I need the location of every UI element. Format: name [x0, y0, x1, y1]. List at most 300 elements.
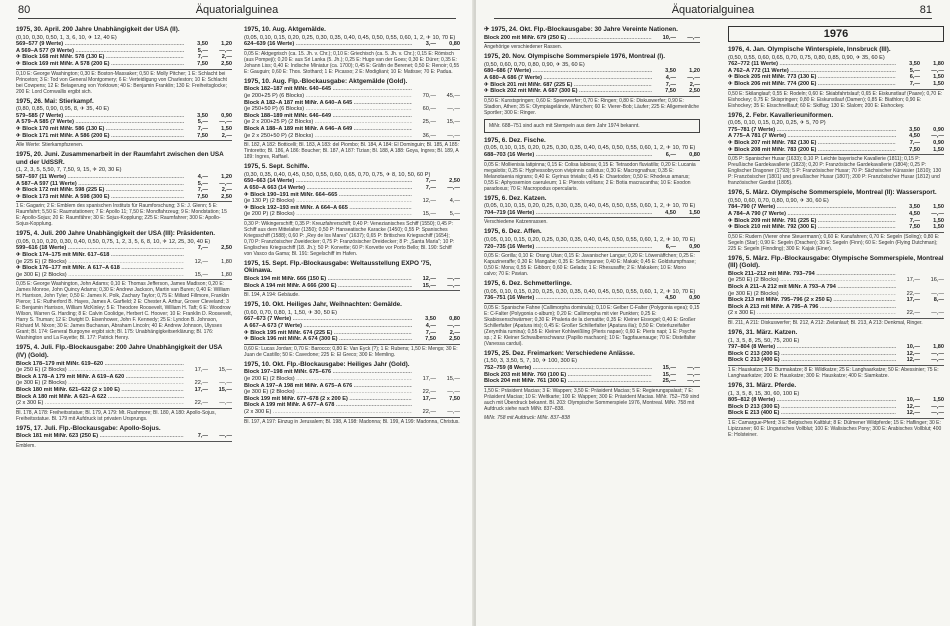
price-mint: 7,— [425, 178, 436, 185]
catalog-entry [244, 163, 460, 257]
price-mint: 15,— [194, 271, 208, 278]
denomination-list: (0,80, 0,85, 0,90, 0,95, 8, ✈ 35, 40 E) [16, 106, 110, 113]
price-mint: 6,— [909, 74, 920, 81]
left-page-header [18, 4, 456, 19]
catalog-entry [16, 230, 232, 341]
price-used: 1,50 [933, 397, 944, 404]
catalog-entry [484, 350, 700, 412]
price-row [244, 323, 460, 330]
divider-line [484, 303, 700, 304]
price-row [728, 140, 944, 147]
price-used: 2,50 [449, 336, 460, 343]
price-used: —,— [931, 403, 944, 410]
price-mint: 5,— [197, 47, 208, 54]
left-page-header-title: Äquatorialguinea [195, 4, 279, 16]
denomination-list: (1,50, 3, 3,50, 5, 7, 10, ✈ 100, 300 E) [484, 358, 578, 365]
price-used: —,— [931, 310, 944, 317]
issue-label: Block E 213 (400 E) ..... [728, 410, 896, 417]
issue-label: Block 194 mit MiNr. 666 (150 E) ..... [244, 276, 412, 283]
issue-label: Block 182–187 mit MiNr. 640–645 ..... [244, 86, 412, 93]
stamp-notes: Angehörige verschiedener Rassen. [484, 44, 563, 51]
issue-label: ✈ Block 170 mit MiNr. 586 (130 E) ..... [16, 126, 184, 133]
issue-label: Block A 194 mit MiNr. A 666 (200 E) ..... [244, 283, 412, 290]
catalog-entry [484, 280, 700, 347]
divider-line [244, 290, 460, 291]
price-mint: 6,— [665, 151, 676, 158]
denomination-list: (1, 2, 3, 5, 5,50, 7, 7,50, 9, 15, ✈ 20, 30 E) [16, 167, 122, 174]
issue-label: A 680–A 686 (7 Werte) ..... [484, 75, 652, 82]
price-row [16, 387, 232, 394]
price-mint: 4,— [425, 323, 436, 330]
price-used: 0,90 [689, 295, 700, 302]
denomination-list: (0,05, 0,10, 0,15, 0,20, 0,25, 0,30, 0,35, 0,40, 0,45, 0,50, 0,55, 0,60, 1, 2, ✈ 10, 70 E) [244, 34, 456, 41]
divider-line [728, 318, 944, 319]
price-mint: 7,— [665, 81, 676, 88]
price-row [728, 397, 944, 404]
price-used: 1,50 [933, 204, 944, 211]
price-used: —,— [687, 371, 700, 378]
issue-label: A 667–A 673 (7 Werte) ..... [244, 323, 412, 330]
price-mint: 17,— [422, 395, 436, 402]
entry-title: 1975, 17. Juli. Flp.-Blockausgabe: Apollo-Sojus. [16, 424, 161, 432]
price-used: 15,— [446, 119, 460, 126]
price-row [484, 372, 700, 379]
price-row [244, 126, 460, 133]
price-mint: 15,— [422, 282, 436, 289]
stamp-notes: Bl. 178, A 178: Freiheitsstatue; Bl. 179, A 179: Mt. Rushmore; Bl. 180, A 180: Apollo-Sojus, Freiheitsstatue. Bl. 179 mit Aufdruck ist privaten Ursprungs. [16, 409, 216, 422]
divider-line [484, 251, 700, 252]
issue-label: Block 213 mit MiNr. 795–796 (2 x 250 E) ..... [728, 297, 896, 304]
price-row [244, 316, 460, 323]
price-mint: 6,— [665, 243, 676, 250]
price-row [728, 127, 944, 134]
price-mint: 7,— [425, 184, 436, 191]
price-used: —,— [687, 365, 700, 372]
price-row [16, 361, 232, 368]
catalog-entry [16, 151, 232, 227]
price-used: 1,50 [933, 80, 944, 87]
price-used: 4,— [449, 198, 460, 205]
issue-label: Block A 211–A 212 mit MiNr. A 793–A 794 ..... [728, 284, 896, 291]
price-used: 0,90 [221, 112, 232, 119]
issue-label: (je 300 E) (2 Blocks) ..... [16, 380, 184, 387]
issue-label: ✈ Block 190–191 mit MiNr. 664–665 ..... [244, 192, 412, 199]
price-row [728, 304, 944, 311]
price-mint: 36,— [422, 132, 436, 139]
price-row [244, 369, 460, 376]
price-row [728, 310, 944, 317]
catalog-entry [484, 53, 700, 116]
stamp-notes: 0,05 E: Aktgegrisch (ca. 15. Jh. v. Chr.); 0,10 E: Griechisch (ca. 5. Jh. v. Chr.); 0,15 E: Römisch (aus Pompeji); 0,20 E: aus Sri Lanka (5. Jh.); 0,25 E: Hugo van der Goes; 0,30 E: Dürer; 0,35 E: Johann Liss; 0,40 E: Indische Miniatur (ca. 1700); 0,45 E: Gräfin de Berenet; 0,50 E: Renoir; 0,55 E: Gauguin; 0,60 E: Thos. Stothard; 1 E: Picasso; 2 E: Modigliani; 10 E: Matisse; 70 E: Padua. [244, 50, 460, 75]
price-row [728, 404, 944, 411]
price-mint: 7,50 [197, 132, 208, 139]
price-mint: 17,— [194, 367, 208, 374]
price-row [16, 433, 232, 440]
catalog-entry [244, 301, 460, 358]
price-used: 2,— [221, 54, 232, 61]
issue-label: (je 300 E) (2 Blocks) ..... [728, 291, 896, 298]
issue-label: Block 211–212 mit MiNr. 793–794 ..... [728, 271, 896, 278]
issue-label: Block 203 mit MiNr. 760 (100 E) ..... [484, 372, 652, 379]
price-mint: 12,— [422, 276, 436, 283]
price-row [244, 389, 460, 396]
price-row [728, 81, 944, 88]
price-mint: 7,— [197, 245, 208, 252]
entry-title: 1976, 5. März. Olympische Sommerspiele, Montreal (II): Wassersport. [728, 189, 937, 197]
price-row [728, 297, 944, 304]
divider-line [244, 49, 460, 50]
issue-label: (je 200 P) (2 Blocks) ..... [244, 211, 412, 218]
divider-line [244, 417, 460, 418]
price-used: 1,50 [933, 146, 944, 153]
divider-line [16, 441, 232, 442]
price-mint: 17,— [422, 376, 436, 382]
issue-label: 650–663 (14 Werte) ..... [244, 178, 412, 185]
price-row [244, 106, 460, 113]
price-row [484, 365, 700, 372]
issue-label: 720–735 (16 Werte) ..... [484, 244, 652, 251]
price-row [244, 93, 460, 100]
stamp-notes: 0,05 E: George Washington, John Adams; 0,10 E: Thomas Jefferson, James Madison; 0,20 E: James Monroe, John Quincy Adams; 0,30 E: Andrew Jackson, Martin van Buren; 0,40 E: William H. Harrison, John Tyler; 0,50 E: James K. Polk, Zachary Taylor; 0,75 E: Millard Fillmore, Franklin Pierce; 1 E: Rutherford B. Hayes, James A. Garfield; 2 E: Chester A. Arthur, Grover Cleveland; 3 E: Benjamin Harrison, William McKinley; 5 E: Theodore Roosevelt, William H. Taft; 6 E: Woodrow Wilson, Warren G. Harding; 8 E: Calvin Coolidge, Herbert C. Hoover; 10 E: Franklin D. Roosevelt, Harry S. Truman; 12 E: Dwight D. Eisenhower, John F. Kennedy; 25 E: Lyndon B. Johnson, Richard M. Nixon; 30 E: James Buchanan, Abraham Lincoln; 40 E: Andrew Johnson, Ulysses Grant; Bl. 174: General Burgoyne ergibt sich; Bl. 175: Unabhängigkeitserklärung; Bl. 176: Washington und La Fayette; Bl. 177: Patrick Henry. [16, 281, 232, 342]
entry-title: 1975, 6. Dez. Schmetterlinge. [484, 280, 572, 288]
issue-label: 624–639 (16 Werte) ..... [244, 41, 412, 48]
issue-label: 688–703 (16 Werte) ..... [484, 152, 652, 159]
price-mint: 4,50 [665, 295, 676, 302]
issue-label: 805–812 (8 Werte) ..... [728, 397, 896, 404]
issue-label: 680–686 (7 Werte) ..... [484, 68, 652, 75]
price-used: —,— [447, 408, 460, 415]
catalog-entry [484, 137, 700, 192]
entry-title: 1976, 31. März. Katzen. [728, 329, 798, 337]
price-used: 1,20 [221, 173, 232, 180]
divider-line [16, 201, 232, 202]
price-row [16, 265, 232, 272]
issue-label: Block 181 mit MiNr. 623 (250 E) ..... [16, 433, 184, 440]
price-mint: 10,— [906, 397, 920, 404]
price-used: 1,80 [933, 61, 944, 68]
denomination-list: (0,05, 0,10, 0,15, 0,20, 0,25, ✈ 5, 70 P) [728, 120, 826, 127]
price-row [728, 291, 944, 298]
price-used: —,— [687, 378, 700, 385]
issue-label: A 650–A 663 (14 Werte) ..... [244, 185, 412, 192]
stamp-notes: Bl. 194, A 194: Gebäude. [244, 292, 300, 299]
price-used: 2,— [221, 187, 232, 194]
entry-title: 1975, 4. Juli. 200 Jahre Unabhängigkeit der USA (III): Präsidenten. [16, 230, 216, 238]
issue-label: Block C 213 (400 E) ..... [728, 357, 896, 364]
entry-title: 1976, 31. März. Pferde. [728, 382, 797, 389]
price-used: —,— [447, 276, 460, 283]
issue-label: ✈ Block 205 mit MiNr. 773 (130 E) ..... [728, 74, 896, 81]
price-row [244, 100, 460, 107]
price-used: 0,90 [933, 139, 944, 146]
price-mint: 7,— [197, 54, 208, 61]
price-row [16, 126, 232, 133]
price-row [728, 61, 944, 68]
price-row [728, 211, 944, 218]
price-used: —,— [219, 47, 232, 54]
price-row [16, 259, 232, 266]
price-mint: 7,— [197, 433, 208, 440]
price-row [728, 133, 944, 140]
price-row [728, 224, 944, 231]
issue-label: ✈ Block 174–175 mit MiNr. 617–618 ..... [16, 252, 184, 259]
issue-label: ✈ Block 176–177 mit MiNr. A 617–A 618 ..... [16, 265, 184, 272]
price-used: 45,— [446, 92, 460, 99]
price-row [16, 181, 232, 188]
price-mint: 3,50 [909, 204, 920, 211]
issue-label: Block A 197–A 198 mit MiNr. A 675–A 676 ..... [244, 383, 412, 390]
stamp-notes: 0,10 E: George Washington; 0,30 E: Boston-Massaker; 0,50 E: Molly Pitcher; 1 E: Schlacht bei Princeton; 3 E: Tod von General Montgomery; 6 E: Verteidigung von Charleston; 10 E: Schlacht bei Cowpens; 12 E: Belagerung von Yorktown; 40 E: Benjamin Franklin; 130 E: Freiheitsglocke; 200 E: Lord Cornwallis ergibt sich. [16, 70, 227, 95]
price-mint: 12,— [194, 258, 208, 265]
catalog-entry [244, 361, 460, 425]
issue-label: (je 2 x 200+25 P) (2 Blocks) ..... [244, 119, 412, 126]
price-row [244, 178, 460, 185]
issue-label: Block 178–179 mit MiNr. 619–620 ..... [16, 361, 184, 368]
price-row [244, 205, 460, 212]
catalog-entry [16, 98, 232, 149]
price-used: 7,50 [449, 395, 460, 402]
issue-label: ✈ Block 210 mit MiNr. 792 (300 E) ..... [728, 224, 896, 231]
left-page-number: 80 [18, 4, 31, 16]
issue-label: Block A 199 mit MiNr. A 677–A 678 ..... [244, 402, 412, 409]
info-box: MiNr. 688–751 sind auch mit Stempeln aus dem Jahr 1974 bekannt. [484, 119, 700, 133]
price-mint: 7,50 [909, 146, 920, 153]
price-row [16, 41, 232, 48]
price-mint: 4,— [197, 173, 208, 180]
left-column-1 [16, 26, 232, 624]
issue-label: Block A 213 mit MiNr. A 795–A 796 ..... [728, 304, 896, 311]
price-row [16, 252, 232, 259]
catalog-entry [484, 415, 700, 421]
price-row [728, 344, 944, 351]
entry-title: 1975, 6. Dez. Affen. [484, 228, 542, 236]
stamp-notes: 0,50 E: Skilanglauf; 0,55 E: Rodeln; 0,60 E: Skiabfahrtslauf; 0,65 E: Eiskunstlauf (Paare); 0,70 E: Eishockey; 0,75 E: Skispringen; 0,80 E: Eiskunstlauf (Damen); 0,85 E: Biathlon; 0,90 E: Eishockey; 35 E: Eisschnelllauf; 60 E: Skiflug; 130 E: Slalom; 200 E: Eishockey. [728, 90, 943, 109]
price-mint: 12,— [906, 410, 920, 417]
price-row [16, 133, 232, 140]
entry-title: 1975, 6. Dez. Katzen. [484, 194, 547, 202]
stamp-notes: Bl. 211, A 211: Diskuswerfer; Bl. 212, A 212: Zielanlauf; Bl. 213, A 213: Denkmal, Ringer. [728, 320, 923, 327]
price-mint: 70,— [422, 92, 436, 99]
price-used: 1,50 [689, 209, 700, 216]
issue-label: ✈ Block 195 mit MiNr. 674 (225 E) ..... [244, 330, 412, 337]
price-mint: 7,50 [665, 88, 676, 95]
price-row [16, 374, 232, 381]
catalog-entry [484, 26, 700, 50]
price-row [244, 133, 460, 140]
issue-label: A 587–A 597 (11 Werte) ..... [16, 181, 184, 188]
issue-label: Block A 182–A 187 mit MiNr. A 640–A 645 ..... [244, 100, 412, 107]
price-row [244, 192, 460, 199]
price-row [484, 68, 700, 75]
catalog-entry [244, 260, 460, 298]
issue-label: 775–781 (7 Werte) ..... [728, 127, 896, 134]
divider-line [484, 160, 700, 161]
issue-label: (je 200+25 P) (6 Blocks) ..... [244, 93, 412, 100]
catalog-entry [728, 329, 944, 379]
price-row [244, 119, 460, 126]
right-page-header-title: Äquatorialguinea [671, 4, 755, 16]
issue-label: (je 250 E) (2 Blocks) ..... [16, 367, 184, 374]
price-row [16, 380, 232, 387]
entry-title: ✈ 1975, 24. Okt. Flp.-Blockausgabe: 30 Jahre Vereinte Nationen. [484, 26, 678, 33]
catalog-entry [244, 78, 460, 160]
price-used: 5,— [449, 211, 460, 218]
price-mint: 17,— [906, 277, 920, 284]
price-mint: 22,— [422, 389, 436, 396]
price-mint: 7,50 [425, 336, 436, 343]
price-used: 0,90 [689, 243, 700, 250]
catalog-entry [484, 228, 700, 277]
price-mint: 7,50 [909, 224, 920, 231]
price-mint: 7,50 [197, 193, 208, 200]
price-row [16, 272, 232, 279]
denomination-list: (0,50, 0,60, 0,70, 0,80, 0,90, ✈ 30, 60 E) [728, 197, 829, 204]
issue-label: (je 250+50 P) (6 Blocks) ..... [244, 106, 412, 113]
price-mint: 7,— [425, 329, 436, 336]
issue-label: Block A 178–A 179 mit MiNr. A 619–A 620 ..... [16, 374, 184, 381]
price-row [244, 376, 460, 383]
divider-line [16, 140, 232, 141]
issue-label: 752–759 (8 Werte) ..... [484, 365, 652, 372]
price-row [16, 245, 232, 252]
issue-label: ✈ Block 192–193 mit MiNr. A 664–A 665 ..... [244, 205, 412, 212]
footnote: MiNr. 758 mit Aufdruck: MiNr. 837–838 [484, 414, 570, 421]
issue-label: ✈ Block 172 mit MiNr. 598 (225 E) ..... [16, 187, 184, 194]
entry-title: 1975, 10. Aug. Flp.-Blockausgabe: Aktgemälde (Gold). [244, 77, 408, 85]
divider-line [244, 344, 460, 345]
price-row [244, 402, 460, 409]
issue-label: 784–790 (7 Werte) ..... [728, 204, 896, 211]
divider-line [484, 386, 700, 387]
issue-label: (je 2 x 250+50 P) (2 Blocks) ..... [244, 133, 412, 140]
stamp-notes: 0,05 E: Spanische Fahne (Callimorpha dominula); 0,10 E: Gelber C-Falter (Polygonia egea); 0,15 E: C-Falter (Polygonia c-album); 0,20 E: Callimorpha mit vier Punkten; 0,25 E: Skabiosenschwärmer; 0,30 E: Phaleria de la clematite; 0,35 E: Kleiner Eisvogel; 0,40 E: Großer Schillerfalter (Apatura iris); 0,45 E: Großer Schillerfalter (Apatura ilia); 0,50 E: Osterluzeifalter (Zerynthia rumina); 0,55 E: Kleiner Kohlweißling (Pieris napae); 0,60 E: Pieris napi; 1 E: Psyche sp.; 2 E: Kleiner Schwalbenschwanz (Papilio machaon); 10 E: Tagpfauenauge; 70 E: Distelfalter (Vanessa cardui). [484, 304, 700, 347]
issue-label: Block 188–189 mit MiNr. 646–649 ..... [244, 113, 412, 120]
price-row [728, 277, 944, 284]
denomination-list: (0,50, 0,55, 0,60, 0,65, 0,70, 0,75, 0,80, 0,85, 0,90, ✈ 35, 60 E) [728, 54, 885, 61]
entry-title: 1975, 10. Okt. Flp.-Blockausgabe: Heiliges Jahr (Gold). [244, 360, 410, 368]
price-mint: 17,— [906, 297, 920, 304]
price-used: 0,90 [933, 126, 944, 133]
entry-title: 1975, 10. Okt. Heiliges Jahr, Weihnachten: Gemälde. [244, 301, 402, 309]
issue-label: ✈ Block 196 mit MiNr. A 674 (300 E) ..... [244, 336, 412, 343]
issue-label: Block 199 mit MiNr. 677–678 (2 x 200 E) ..... [244, 396, 412, 403]
price-used: 1,50 [933, 74, 944, 81]
right-page-number: 81 [919, 4, 932, 16]
issue-label: (je 200 E) (2 Blocks) ..... [244, 376, 412, 383]
price-row [16, 113, 232, 120]
price-mint: 3,50 [197, 112, 208, 119]
price-used: 8,— [933, 297, 944, 304]
issue-label: ✈ Block 201 mit MiNr. 687 (225 E) ..... [484, 82, 652, 89]
entry-title: 1975, 20. Juni. Zusammenarbeit in der Raumfahrt zwischen den USA und der UdSSR. [16, 151, 224, 166]
issue-label: (2 x 300 E) ..... [728, 310, 896, 317]
price-mint: 15,— [662, 371, 676, 378]
price-used: —,— [219, 180, 232, 187]
price-mint: 22,— [194, 400, 208, 407]
price-used: 1,50 [221, 125, 232, 132]
price-mint: 4,— [665, 74, 676, 81]
price-used: 16,— [930, 277, 944, 284]
price-used: 0,80 [449, 316, 460, 323]
price-used: 2,50 [449, 178, 460, 185]
divider-line [728, 365, 944, 366]
price-row [16, 61, 232, 68]
issue-label: Block 197–198 mit MiNr. 675–676 ..... [244, 369, 412, 376]
price-mint: 22,— [906, 290, 920, 297]
divider-line [16, 279, 232, 280]
catalog-entry [728, 46, 944, 109]
right-page-header [494, 4, 932, 19]
price-row [728, 351, 944, 358]
price-row [244, 396, 460, 403]
price-row [244, 336, 460, 343]
divider-line [728, 232, 944, 233]
price-used: —,— [931, 210, 944, 217]
price-row [16, 394, 232, 401]
issue-label: (je 300 E) (2 Blocks) ..... [244, 389, 412, 396]
catalog-entry [728, 189, 944, 252]
price-row [16, 119, 232, 126]
denomination-list: (0,05, 0,10, 0,20, 0,30, 0,40, 0,50, 0,75, 1, 2, 3, 5, 6, 8, 10, ✈ 12, 25, 30, 40 E) [16, 238, 211, 245]
price-used: —,— [931, 410, 944, 417]
price-mint: 17,— [194, 387, 208, 393]
price-row [16, 48, 232, 55]
stamp-notes: Bl. 197, A 197: Einzug in Jerusalem; Bl. 198, A 198: Madonna; Bl. 199, A 199: Madonna, Christus. [244, 418, 460, 425]
denomination-list: (0,10, 0,30, 0,50, 1, 3, 6, 10, ✈ 12, 40 E) [16, 34, 117, 41]
price-used: —,— [219, 433, 232, 440]
right-column-2 [728, 26, 944, 624]
issue-label: 736–751 (16 Werte) ..... [484, 295, 652, 302]
price-used: 1,80 [221, 258, 232, 265]
price-row [484, 295, 700, 302]
denomination-list: (0,05, 0,10, 0,15, 0,20, 0,25, 0,30, 0,35, 0,40, 0,45, 0,50, 0,55, 0,60, 1, 2, ✈ 10, 70 E) [484, 203, 696, 210]
issue-label: 579–585 (7 Werte) ..... [16, 113, 184, 120]
denomination-list: (0,05, 0,10, 0,15, 0,20, 0,25, 0,30, 0,35, 0,40, 0,45, 0,50, 0,55, 0,60, 1, 2, ✈ 10, 70 E) [484, 288, 696, 295]
stamp-notes: 0,05 P: Spanischer Husar (1633); 0,10 P: Leichte bayerische Kavallerie (1811); 0,15 P: Preußische Gardekavallerie (1823); 0,20 P: Französische Gardekavallerie (1804); 0,25 P: Englischer Dragoner (1793); 5 P: Französischer Husar; 70 P: Sächsischer Kürassier (1810); 130 P: Französischer (1801) und preußischer Husar (1807); 200 P: Französischer Husar (1812) und französischer Gardist (1805). [728, 156, 942, 187]
issue-label: (2 x 300 E) ..... [244, 409, 412, 416]
price-mint: 3,— [425, 41, 436, 48]
issue-label: Block 204 mit MiNr. 761 (300 E) ..... [484, 378, 652, 385]
issue-label: (je 300 E) (2 Blocks) ..... [16, 272, 184, 279]
stamp-notes: 0,05 E: Mollienisia latipinna; 0,15 E: Colisa labiosa; 0,15 E: Tetraodon fluviatilis; 0,20 E: Lucania megalotis; 0,25 E: Hyphessobrycon vivipinnis callistus; 0,30 E: Macrognathus; 0,35 E: Melanotaenia nigrans; 0,40 E: Gyrinus trivialis; 0,45 E: Chaetodon; 0,50 E: Rhodeus amarus; 0,55 E: Aphyosemion caeruleum; 1 E: Pterois volitans; 2 E: Botia macracantha; 10 E: Exodon paradoxus; 70 E: Macropodus opercularis. [484, 161, 696, 192]
divider-line [484, 42, 700, 43]
price-mint: 15,— [662, 365, 676, 372]
price-used: 1,50 [933, 224, 944, 231]
price-row [244, 41, 460, 48]
price-mint: 3,50 [425, 316, 436, 323]
stamp-notes: Emblem. [16, 442, 36, 449]
price-used: 2,50 [221, 245, 232, 252]
denomination-list: (1, 3, 5, 8, 15, 30, 60, 100 E) [728, 390, 800, 397]
price-row [16, 187, 232, 194]
entry-title: 1975, 4. Juli. Flp.-Blockausgabe: 200 Jahre Unabhängigkeit der USA (IV) (Gold). [16, 344, 223, 360]
stamp-notes: 0,50 E: Rudern (Vierer ohne Steuermann); 0,60 E: Kanufahren; 0,70 E: Segeln (Soling); 0,80 E: Segeln (Star); 0,90 E: Segeln (Drachen); 30 E: Segeln (Finn); 60 E: Segeln (Flying Dutchman); 225 E: Segeln (Finnding); 300 E: Kajak (Einer). [728, 233, 940, 252]
denomination-list: (0,50, 0,60, 0,70, 0,80, 0,90, ✈ 35, 60 E) [484, 61, 585, 68]
price-mint: 3,50 [197, 41, 208, 48]
price-used: 2,50 [221, 60, 232, 67]
stamp-notes: 0,30 P: Wikingerschiff; 0,35 P: Kreuzfahrerschiff; 0,40 P: Venezianisches Schiff (1550); 0,45 P: Schiff aus dem Mittelalter (1350); 0,50 P: Hanseatische Karacke (1450); 0,55 P: Spanisches Kriegsschiff (1588); 0,60 P: „Rey de los Mares“ (1637); 0,65 P: Britisches Kriegsschiff (1654); 0,70 P: Französischer Zweidecker; 0,75 P: Französischer Dreidecker; 8 P: „Santa Maria“; 10 P: Englisches Kriegsschiff (18. Jh.); 50 P: Korvette; 60 P: Korvette vor Porto Bello; Bl. 190: Schiff von Vasco da Gama; Bl. 191: Segelschiff im Hafen. [244, 220, 455, 257]
price-row [728, 204, 944, 211]
price-used: 2,50 [689, 88, 700, 95]
entry-title: 1975, 25. Dez. Freimarken: Verschiedene Anlässe. [484, 349, 635, 357]
issue-label: Block 200 mit MiNr. 679 (250 E) ..... [484, 35, 652, 42]
price-mint: 15,— [422, 211, 436, 218]
issue-label: ✈ Block 209 mit MiNr. 791 (225 E) ..... [728, 218, 896, 225]
price-row [244, 198, 460, 205]
divider-line [728, 154, 944, 155]
price-mint: 25,— [422, 119, 436, 126]
stamp-notes: Verschiedene Katzenrassen. [484, 219, 548, 226]
